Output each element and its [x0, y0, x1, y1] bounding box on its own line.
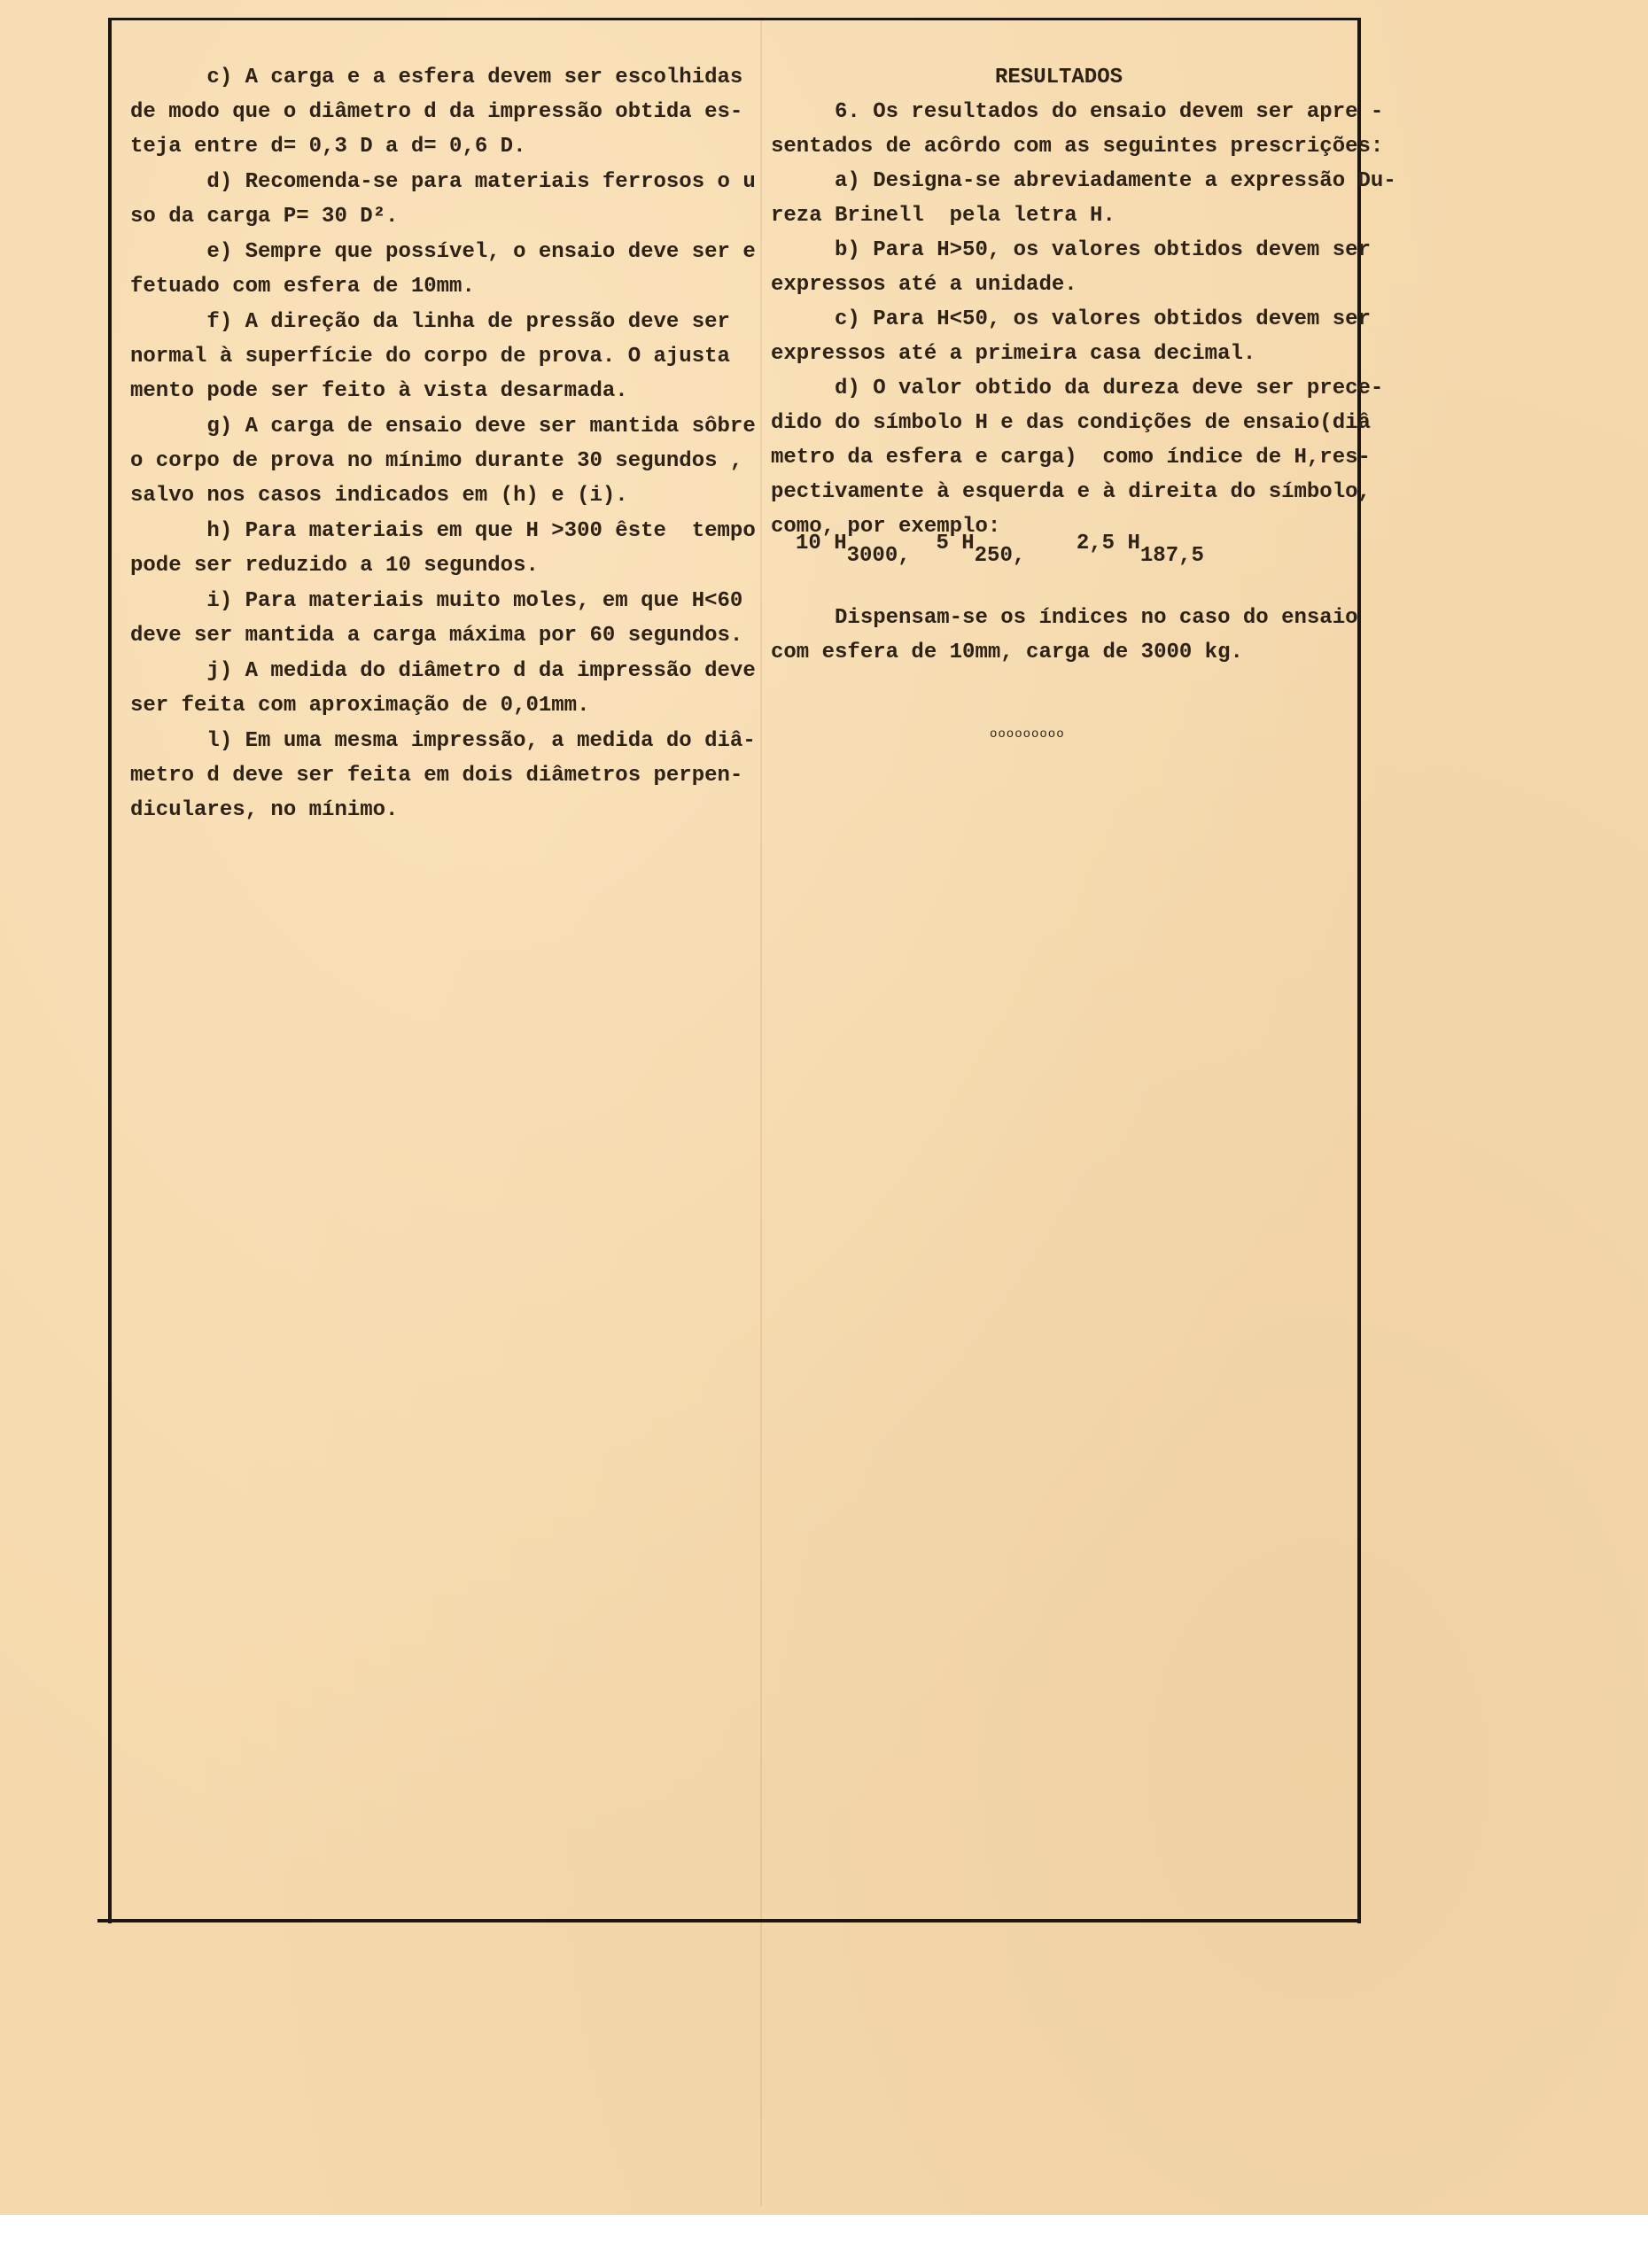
text-line: d) O valor obtido da dureza deve ser prece-: [771, 377, 1384, 400]
text-line: so da carga P= 30 D².: [130, 205, 399, 229]
text-line: ser feita com aproximação de 0,01mm.: [130, 694, 590, 718]
text-line: c) Para H<50, os valores obtidos devem ser: [771, 307, 1371, 331]
text-line: de modo que o diâmetro d da impressão obtida es-: [130, 100, 743, 124]
text-line: a) Designa-se abreviadamente a expressão Du-: [771, 169, 1396, 193]
text-line: d) Recomenda-se para materiais ferrosos o u: [130, 170, 756, 194]
text-line: j) A medida do diâmetro d da impressão deve: [130, 659, 756, 683]
text-line: dido do símbolo H e das condições de ensaio(diâ: [771, 411, 1371, 435]
text-line: i) Para materiais muito moles, em que H<60: [130, 589, 743, 613]
text-line: pectivamente à esquerda e à direita do símbolo,: [771, 480, 1371, 504]
text-line: deve ser mantida a carga máxima por 60 segundos.: [130, 624, 743, 648]
text-line: mento pode ser feito à vista desarmada.: [130, 379, 628, 403]
hardness-examples: [796, 532, 1204, 568]
text-line: expressos até a unidade.: [771, 273, 1077, 297]
results-paragraphs: [771, 95, 1396, 544]
text-line: como, por exemplo:: [771, 515, 1001, 539]
text-line: metro da esfera e carga) como índice de H,res-: [771, 446, 1371, 470]
text-line: b) Para H>50, os valores obtidos devem ser: [771, 238, 1371, 262]
text-line: salvo nos casos indicados em (h) e (i).: [130, 484, 628, 508]
example: 2,5 $H_{187,5}$: [1076, 532, 1204, 568]
text-line: metro d deve ser feita em dois diâmetros perpen-: [130, 764, 743, 788]
text-line: com esfera de 10mm, carga de 3000 kg.: [771, 641, 1243, 664]
end-ornament: ooooooooo: [990, 727, 1065, 742]
text-line: Dispensam-se os índices no caso do ensaio: [771, 606, 1358, 630]
text-line: e) Sempre que possível, o ensaio deve ser e: [130, 240, 756, 264]
left-column: [130, 60, 756, 827]
right-column: [771, 60, 1396, 544]
closing-paragraph: [771, 601, 1358, 670]
example: 10 $H_{3000,}$: [796, 532, 911, 568]
bottom-rule: [97, 1919, 1357, 1922]
text-line: o corpo de prova no mínimo durante 30 segundos ,: [130, 449, 743, 473]
text-line: normal à superfície do corpo de prova. O ajusta: [130, 345, 730, 369]
text-line: l) Em uma mesma impressão, a medida do diâ-: [130, 729, 756, 753]
example: 5 $H_{250,}$: [936, 532, 1026, 568]
text-line: g) A carga de ensaio deve ser mantida sôbre: [130, 415, 756, 439]
text-line: h) Para materiais em que H >300 êste tempo: [130, 519, 756, 543]
text-line: expressos até a primeira casa decimal.: [771, 342, 1256, 366]
text-line: fetuado com esfera de 10mm.: [130, 275, 475, 299]
section-title: RESULTADOS: [994, 66, 1123, 89]
text-line: sentados de acôrdo com as seguintes prescrições:: [771, 135, 1384, 159]
text-line: teja entre d= 0,3 D a d= 0,6 D.: [130, 135, 526, 159]
text-line: 6. Os resultados do ensaio devem ser apre -: [771, 100, 1384, 124]
text-line: f) A direção da linha de pressão deve ser: [130, 310, 730, 334]
text-line: reza Brinell pela letra H.: [771, 204, 1116, 228]
text-line: diculares, no mínimo.: [130, 798, 399, 822]
text-line: c) A carga e a esfera devem ser escolhidas: [130, 66, 743, 89]
text-line: pode ser reduzido a 10 segundos.: [130, 554, 539, 578]
